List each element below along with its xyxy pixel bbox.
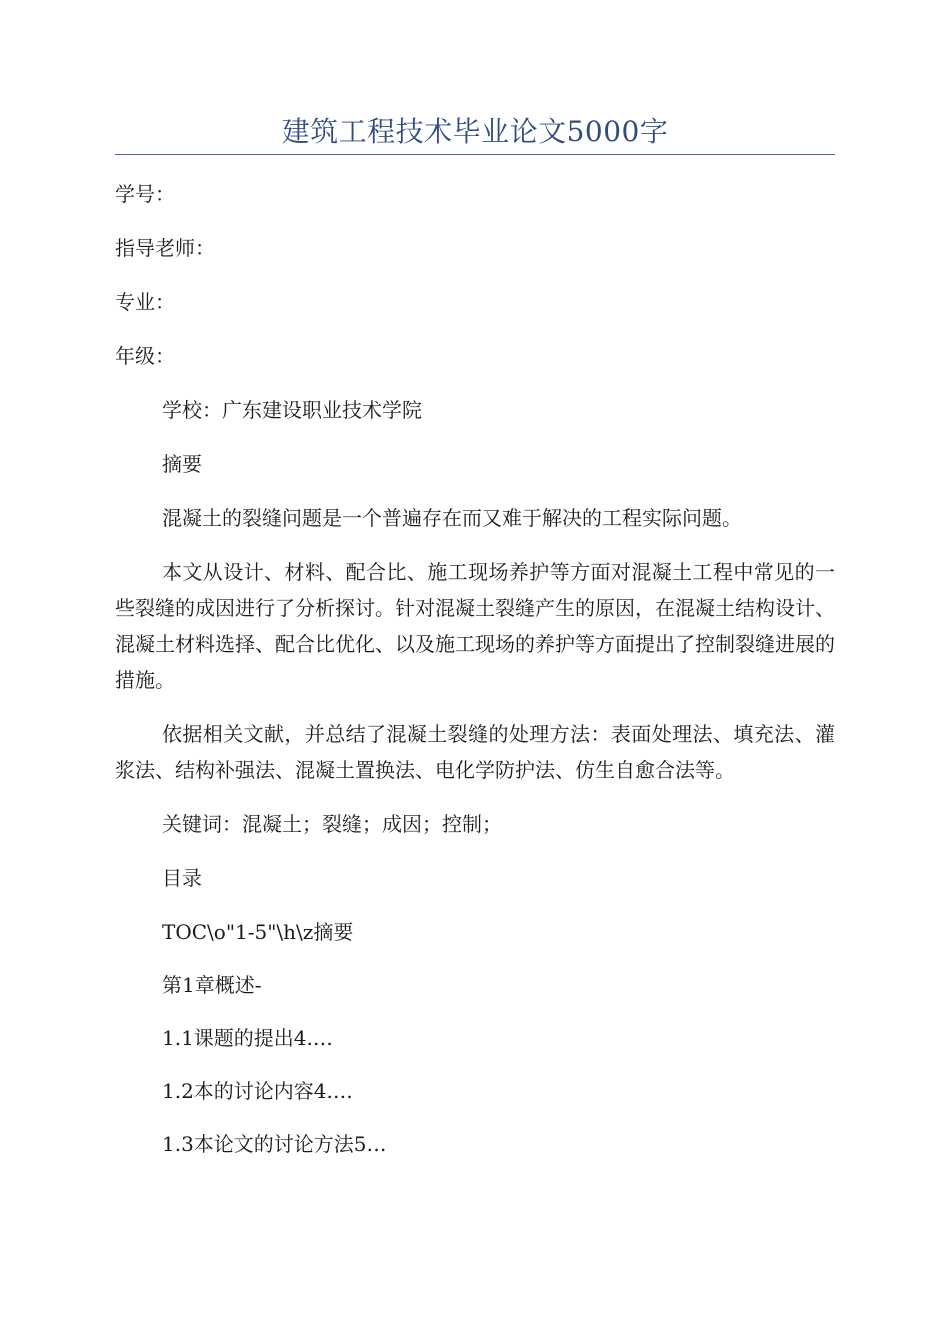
field-grade: 年级： [115, 344, 175, 368]
field-advisor: 指导老师： [115, 236, 215, 260]
toc-entry: 第1章概述- [162, 973, 262, 997]
abstract-paragraph: 本文从设计、材料、配合比、施工现场养护等方面对混凝土工程中常见的一些裂缝的成因进行了分析探讨。针对混凝土裂缝产生的原因，在混凝土结构设计、混凝土材料选择、配合比优化、以及施工现场的养护等方面提出了控制裂缝进展的措施。 [115, 560, 835, 692]
school-line: 学校：广东建设职业技术学院 [162, 398, 422, 422]
abstract-paragraph: 混凝土的裂缝问题是一个普遍存在而又难于解决的工程实际问题。 [162, 506, 742, 530]
title-divider [115, 154, 835, 155]
keywords-line: 关键词：混凝土；裂缝；成因；控制； [162, 812, 502, 836]
toc-entry: 1.3本论文的讨论方法5… [162, 1132, 387, 1156]
toc-heading: 目录 [162, 866, 202, 890]
toc-entry: 1.2本的讨论内容4.… [162, 1079, 353, 1103]
document-title: 建筑工程技术毕业论文5000字 [281, 115, 669, 148]
abstract-paragraph: 依据相关文献，并总结了混凝土裂缝的处理方法：表面处理法、填充法、灌浆法、结构补强法、混凝土置换法、电化学防护法、仿生自愈合法等。 [115, 722, 835, 782]
toc-entry: TOC\o"1-5"\h\z摘要 [162, 920, 354, 944]
document-body [115, 176, 835, 1179]
field-student-id: 学号： [115, 182, 175, 206]
toc-entry: 1.1课题的提出4.… [162, 1026, 333, 1050]
field-major: 专业： [115, 290, 175, 314]
abstract-heading: 摘要 [162, 452, 202, 476]
